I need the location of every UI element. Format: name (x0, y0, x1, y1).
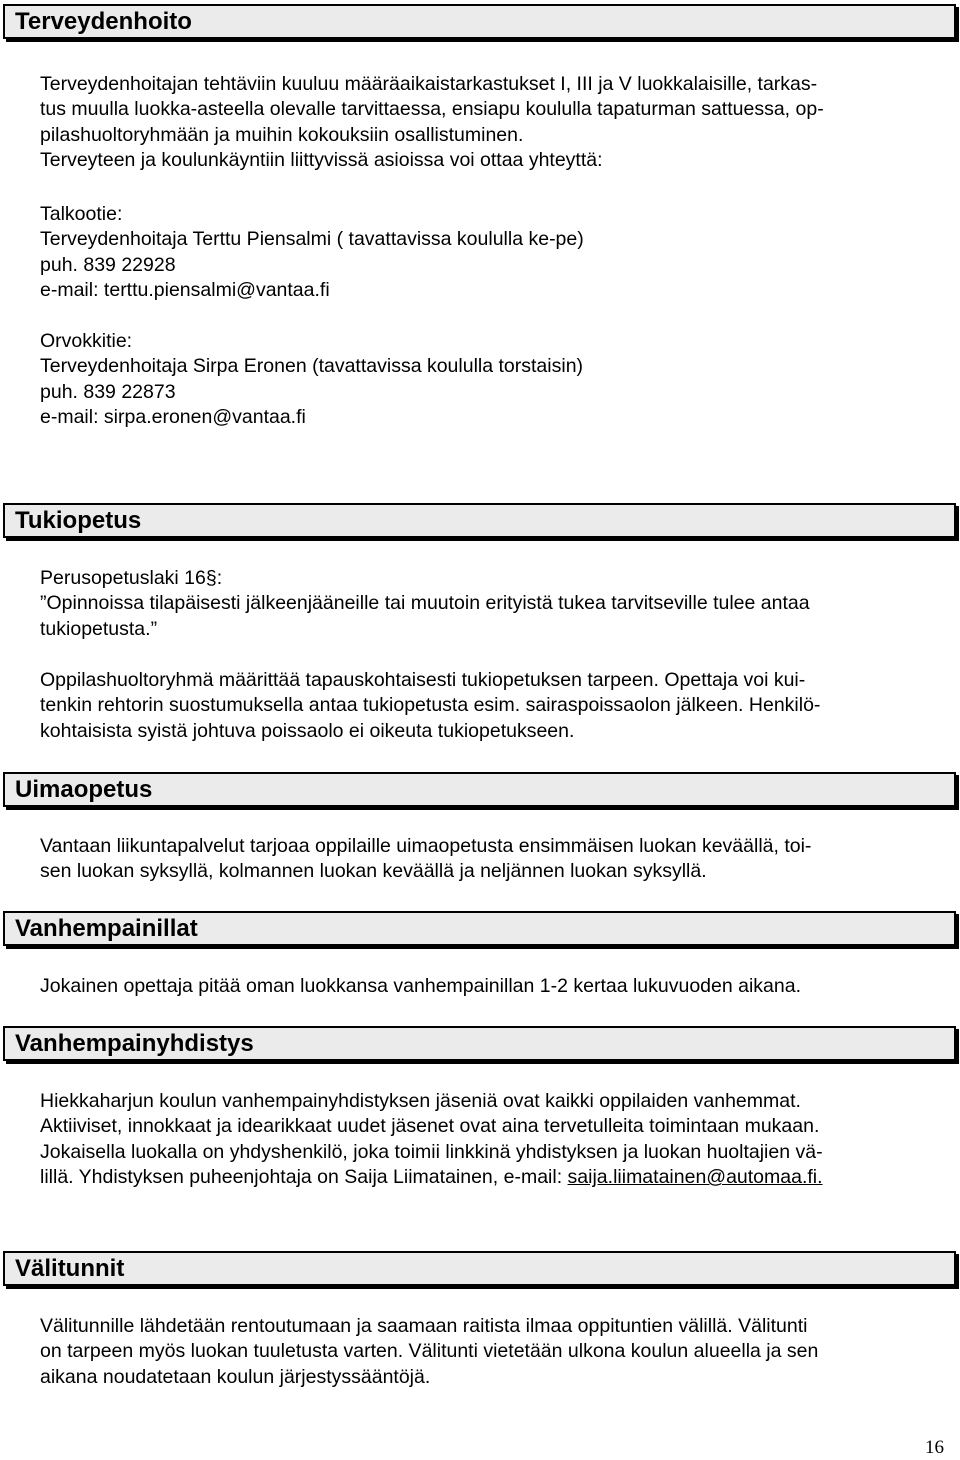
valitunnit-body (40, 1314, 940, 1390)
page-number: 16 (925, 1437, 944, 1458)
text-line: tenkin rehtorin suostumuksella antaa tukiopetusta esim. sairaspoissaolon jälkeen. Henkilö- (40, 694, 821, 717)
text-line: e-mail: terttu.piensalmi@vantaa.fi (40, 279, 330, 302)
text-line: tukiopetusta.” (40, 617, 158, 640)
text-line: Perusopetuslaki 16§: (40, 567, 223, 589)
tukiopetus-quote (40, 566, 940, 642)
contact-talkootie (40, 202, 940, 304)
text-line: sen luokan syksyllä, kolmannen luokan keväällä ja neljännen luokan syksyllä. (40, 860, 707, 883)
text-line: puh. 839 22873 (40, 380, 176, 403)
text-line: Orvokkitie: (40, 330, 133, 352)
text-line: Talkootie: (40, 203, 123, 225)
text-line: ”Opinnoissa tilapäisesti jälkeenjääneille tai muutoin erityistä tukea tarvitseville tulee antaa (40, 592, 810, 615)
vanhempainyhdistys-body (40, 1089, 940, 1191)
text-line: Oppilashuoltoryhmä määrittää tapauskohtaisesti tukiopetuksen tarpeen. Opettaja voi kui- (40, 669, 806, 691)
text-line: Terveydenhoitaja Sirpa Eronen (tavattavissa koululla torstaisin) (40, 355, 584, 378)
text-line-prefix: lillä. Yhdistyksen puheenjohtaja on Saija Liimatainen, e-mail: (40, 1166, 568, 1189)
text-line: Välitunnille lähdetään rentoutumaan ja saamaan raitista ilmaa oppituntien välillä. Välitunti (40, 1315, 808, 1337)
text-line: Aktiiviset, innokkaat ja idearikkaat uudet jäsenet ovat aina tervetulleita toimintaan mukaan. (40, 1115, 820, 1138)
text-line: Terveyteen ja koulunkäyntiin liittyvissä asioissa voi ottaa yhteyttä: (40, 149, 603, 172)
section-heading-tukiopetus: Tukiopetus (3, 503, 956, 538)
section-heading-uimaopetus: Uimaopetus (3, 772, 956, 807)
text-line: Jokaisella luokalla on yhdyshenkilö, joka toimii linkkinä yhdistyksen ja luokan huoltajien vä- (40, 1140, 823, 1163)
section-heading-terveydenhoito: Terveydenhoito (3, 4, 956, 39)
text-line: Terveydenhoitajan tehtäviin kuuluu määräaikaistarkastukset I, III ja V luokkalaisille, tarkas- (40, 73, 818, 95)
text-line: puh. 839 22928 (40, 253, 176, 276)
text-line (40, 1165, 940, 1190)
terveydenhoito-intro (40, 72, 940, 174)
text-line: e-mail: sirpa.eronen@vantaa.fi (40, 406, 306, 429)
text-line: Vantaan liikuntapalvelut tarjoaa oppilaille uimaopetusta ensimmäisen luokan keväällä, toi- (40, 835, 812, 857)
contact-orvokkitie (40, 329, 940, 431)
vanhempainillat-body (40, 974, 940, 999)
uimaopetus-body (40, 834, 940, 885)
text-line: kohtaisista syistä johtuva poissaolo ei oikeuta tukiopetukseen. (40, 719, 575, 742)
text-line: Hiekkaharjun koulun vanhempainyhdistyksen jäseniä ovat kaikki oppilaiden vanhemmat. (40, 1090, 801, 1112)
text-line: aikana noudatetaan koulun järjestyssääntöjä. (40, 1365, 431, 1388)
text-line: on tarpeen myös luokan tuuletusta varten. Välitunti vietetään ulkona koulun alueella ja sen (40, 1340, 819, 1363)
section-heading-vanhempainyhdistys: Vanhempainyhdistys (3, 1026, 956, 1061)
text-line: Terveydenhoitaja Terttu Piensalmi ( tavattavissa koululla ke-pe) (40, 228, 584, 251)
text-line: pilashuoltoryhmään ja muihin kokouksiin osallistuminen. (40, 123, 524, 146)
text-line: Jokainen opettaja pitää oman luokkansa vanhempainillan 1-2 kertaa lukuvuoden aikana. (40, 975, 802, 997)
text-line: tus muulla luokka-asteella olevalle tarvittaessa, ensiapu koululla tapaturman sattuessa, op- (40, 98, 824, 121)
section-heading-vanhempainillat: Vanhempainillat (3, 911, 956, 946)
email-link[interactable]: saija.liimatainen@automaa.fi. (567, 1166, 823, 1189)
section-heading-valitunnit: Välitunnit (3, 1251, 956, 1286)
tukiopetus-body (40, 668, 940, 744)
